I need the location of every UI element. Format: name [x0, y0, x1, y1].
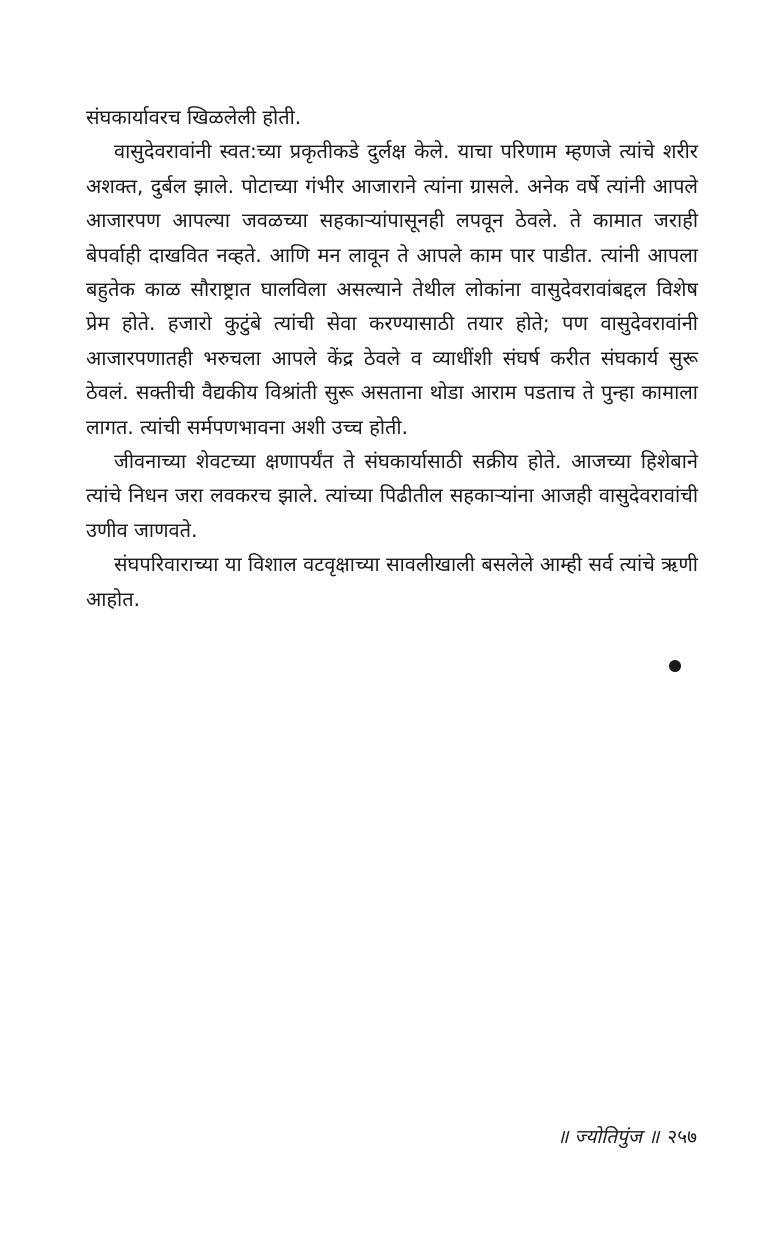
end-of-section-bullet-icon	[669, 660, 681, 672]
paragraph: जीवनाच्या शेवटच्या क्षणापर्यंत ते संघकार्यासाठी सक्रीय होते. आजच्या हिशेबाने त्यांचे निधन जरा लवकरच झाले. त्यांच्या पिढीतील सहकाऱ्यांना आजही वासुदेवरावांची उणीव जाणवते.	[86, 449, 698, 542]
paragraph-continuation: संघकार्यावरच खिळलेली होती.	[86, 105, 302, 129]
running-title: ॥ ज्योतिपुंज ॥	[557, 1126, 660, 1148]
page-footer	[557, 1123, 697, 1149]
paragraph: वासुदेवरावांनी स्वत:च्या प्रकृतीकडे दुर्लक्ष केले. याचा परिणाम म्हणजे त्यांचे शरीर अशक्त, दुर्बल झाले. पोटाच्या गंभीर आजाराने त्यांना ग्रासले. अनेक वर्षे त्यांनी आपले आजारपण आपल्या जवळच्या सहकाऱ्यांपासूनही लपवून ठेवले. ते कामात जराही बेपर्वाही दाखवित नव्हते. आणि मन लावून ते आपले काम पार पाडीत. त्यांनी आपला बहुतेक काळ सौराष्ट्रात घालविला असल्याने तेथील लोकांना वासुदेवरावांबद्दल विशेष प्रेम होते. हजारो कुटुंबे त्यांची सेवा करण्यासाठी तयार होते; पण वासुदेवरावांनी आजारपणातही भरुचला आपले केंद्र ठेवले व व्याधींशी संघर्ष करीत संघकार्य सुरू ठेवलं. सक्तीची वैद्यकीय विश्रांती सुरू असताना थोडा आराम पडताच ते पुन्हा कामाला लागत. त्यांची सर्मपणभावना अशी उच्च होती.	[86, 139, 698, 439]
body-text	[86, 100, 698, 616]
paragraph: संघपरिवाराच्या या विशाल वटवृक्षाच्या सावलीखाली बसलेले आम्ही सर्व त्यांचे ऋणी आहोत.	[86, 552, 698, 611]
page-number: २५७	[667, 1126, 697, 1148]
